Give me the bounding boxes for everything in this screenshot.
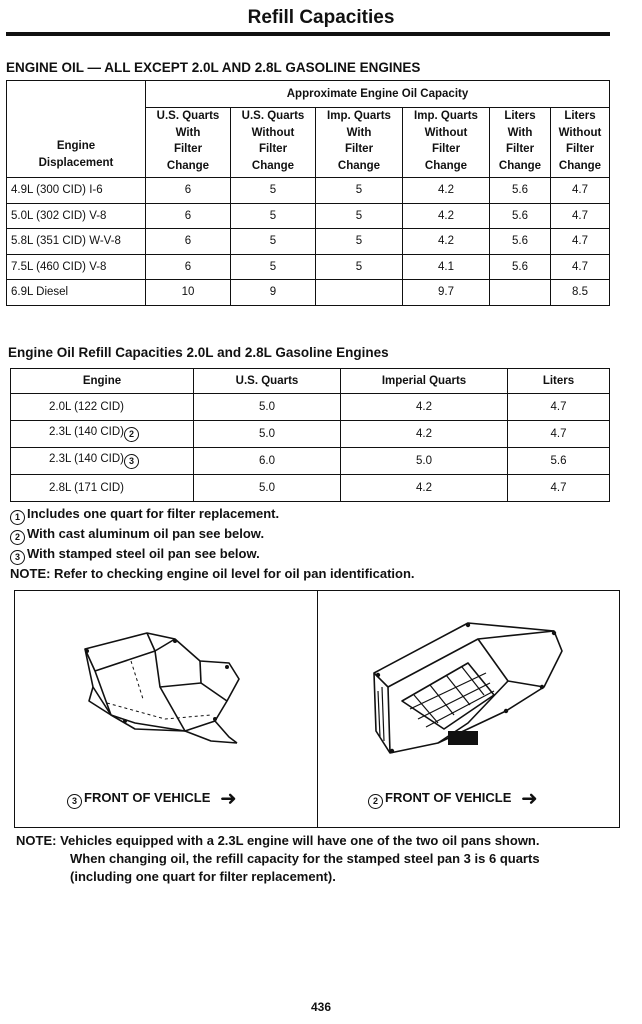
footnote: 2 With cast aluminum oil pan see below.	[10, 525, 415, 545]
table-row: 2.3L (140 CID) 3 6.0 5.0 5.6	[11, 448, 610, 475]
oil-pan-figures	[14, 590, 620, 828]
arrow-right-icon: ➜	[220, 788, 237, 810]
table-row: 2.0L (122 CID) 5.0 4.2 4.7	[11, 394, 610, 421]
col-header: U.S. Quarts Without Filter Change	[231, 108, 316, 178]
col-header: Engine	[11, 369, 194, 394]
figure-right-panel	[318, 591, 620, 827]
col-header: Imp. Quarts Without Filter Change	[403, 108, 490, 178]
table-row: 2.3L (140 CID) 2 5.0 4.2 4.7	[11, 421, 610, 448]
table-row: 7.5L (460 CID) V-8 6 5 5 4.1 5.6 4.7	[7, 254, 610, 280]
title-rule	[6, 32, 610, 36]
arrow-right-icon: ➜	[521, 788, 538, 810]
col-header: Imp. Quarts With Filter Change	[316, 108, 403, 178]
table-row: 4.9L (300 CID) I-6 6 5 5 4.2 5.6 4.7	[7, 178, 610, 204]
table-row: 5.0L (302 CID) V-8 6 5 5 4.2 5.6 4.7	[7, 203, 610, 229]
section1-heading: ENGINE OIL — ALL EXCEPT 2.0L AND 2.8L GASOLINE ENGINES	[6, 60, 421, 75]
table-row: 2.8L (171 CID) 5.0 4.2 4.7	[11, 475, 610, 502]
figure-left-panel	[15, 591, 317, 827]
stamped-oil-pan-illustration	[318, 591, 618, 791]
cast-oil-pan-illustration	[15, 591, 317, 791]
figure-left-caption: 3 FRONT OF VEHICLE ➜	[67, 786, 237, 811]
page-number: 436	[310, 1000, 332, 1014]
refill-capacities-table	[10, 368, 610, 502]
col-header: U.S. Quarts	[194, 369, 341, 394]
col-header: Imperial Quarts	[341, 369, 508, 394]
table-row: 5.8L (351 CID) W-V-8 6 5 5 4.2 5.6 4.7	[7, 229, 610, 255]
footnote: 1 Includes one quart for filter replacement.	[10, 505, 415, 525]
disp-header: Engine Displacement	[7, 81, 146, 178]
col-header: Liters	[508, 369, 610, 394]
bottom-note: NOTE: Vehicles equipped with a 2.3L engine will have one of the two oil pans shown. When changing oil, the refill capacity for the stamped steel pan 3 is 6 quarts (including one quart for filter replacement).	[16, 833, 540, 884]
note: NOTE: Refer to checking engine oil level for oil pan identification.	[10, 566, 415, 581]
col-header: U.S. Quarts With Filter Change	[146, 108, 231, 178]
page-title: Refill Capacities	[247, 7, 395, 28]
footnotes	[10, 505, 415, 583]
section2-heading: Engine Oil Refill Capacities 2.0L and 2.8L Gasoline Engines	[8, 345, 389, 360]
engine-oil-table	[6, 80, 610, 306]
col-header: Liters Without Filter Change	[551, 108, 610, 178]
figure-right-caption: 2 FRONT OF VEHICLE ➜	[368, 786, 538, 811]
approx-header: Approximate Engine Oil Capacity	[146, 81, 610, 108]
footnote-mark: 2	[124, 427, 139, 442]
footnote-mark: 3	[124, 454, 139, 469]
col-header: Liters With Filter Change	[490, 108, 551, 178]
footnote: 3 With stamped steel oil pan see below.	[10, 545, 415, 565]
table-row: 6.9L Diesel 10 9 9.7 8.5	[7, 280, 610, 306]
